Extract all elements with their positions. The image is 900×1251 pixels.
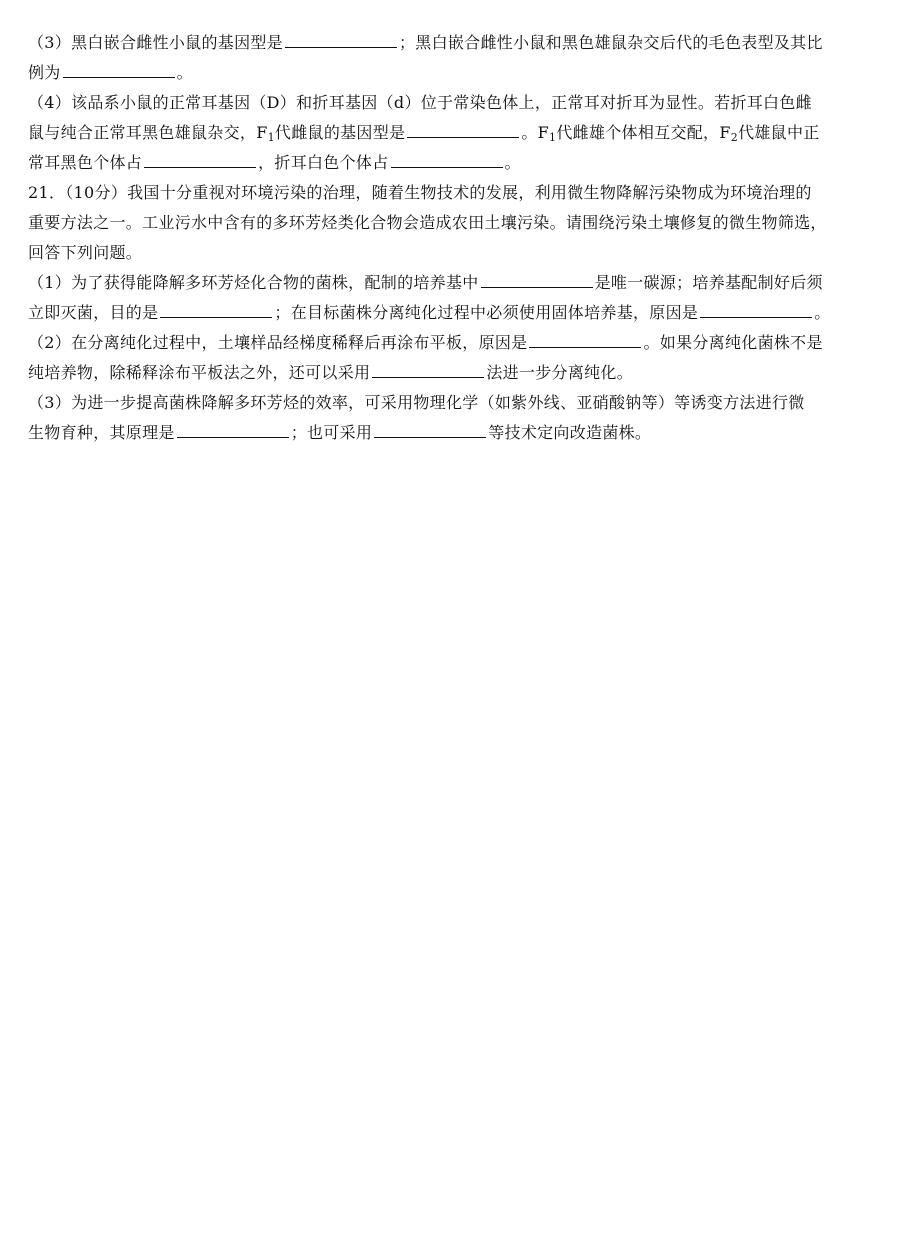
q21-part3-line-2: 生物育种，其原理是 ；也可采用 等技术定向改造菌株。 [28,418,878,448]
q3-line-1: （3）黑白嵌合雌性小鼠的基因型是 ；黑白嵌合雌性小鼠和黑色雄鼠杂交后代的毛色表型及其比 [28,28,878,58]
q21-part2-line-2: 纯培养物，除稀释涂布平板法之外，还可以采用 法进一步分离纯化。 [28,358,878,388]
q3-line-2: 例为 。 [28,58,878,88]
q4-line-2: 鼠与纯合正常耳黑色雄鼠杂交，$F_1$代雌鼠的基因型是 。$F_1$代雌雄个体相互交配，$F_2$代雄鼠中正 [28,118,878,148]
answer-blank[interactable] [160,299,272,318]
answer-blank[interactable] [391,149,503,168]
answer-blank[interactable] [177,419,289,438]
q21-part1-line-2: 立即灭菌，目的是 ；在目标菌株分离纯化过程中必须使用固体培养基，原因是 。 [28,298,878,328]
answer-blank[interactable] [372,359,484,378]
answer-blank[interactable] [144,149,256,168]
q4-line-1: （4）该品系小鼠的正常耳基因（D）和折耳基因（d）位于常染色体上，正常耳对折耳为显性。若折耳白色雌 [28,93,812,112]
answer-blank[interactable] [285,29,397,48]
q21-line-3: 回答下列问题。 [28,243,143,262]
q21-part1-line-1: （1）为了获得能降解多环芳烃化合物的菌株，配制的培养基中 是唯一碳源；培养基配制好后须 [28,268,878,298]
answer-blank[interactable] [374,419,486,438]
q4-line-3: 常耳黑色个体占 ，折耳白色个体占 。 [28,148,878,178]
answer-blank[interactable] [481,269,593,288]
answer-blank[interactable] [63,59,175,78]
answer-blank[interactable] [700,299,812,318]
answer-blank[interactable] [529,329,641,348]
answer-blank[interactable] [407,119,519,138]
q21-line-1: 21．（10分）我国十分重视对环境污染的治理，随着生物技术的发展，利用微生物降解污染物成为环境治理的 [28,183,812,202]
q21-part2-line-1: （2）在分离纯化过程中，土壤样品经梯度稀释后再涂布平板，原因是 。如果分离纯化菌株不是 [28,328,878,358]
q21-line-2: 重要方法之一。工业污水中含有的多环芳烃类化合物会造成农田土壤污染。请围绕污染土壤修复的微生物筛选， [28,213,827,232]
q21-part3-line-1: （3）为进一步提高菌株降解多环芳烃的效率，可采用物理化学（如紫外线、亚硝酸钠等）等诱变方法进行微 [28,393,805,412]
question-text [28,28,878,448]
